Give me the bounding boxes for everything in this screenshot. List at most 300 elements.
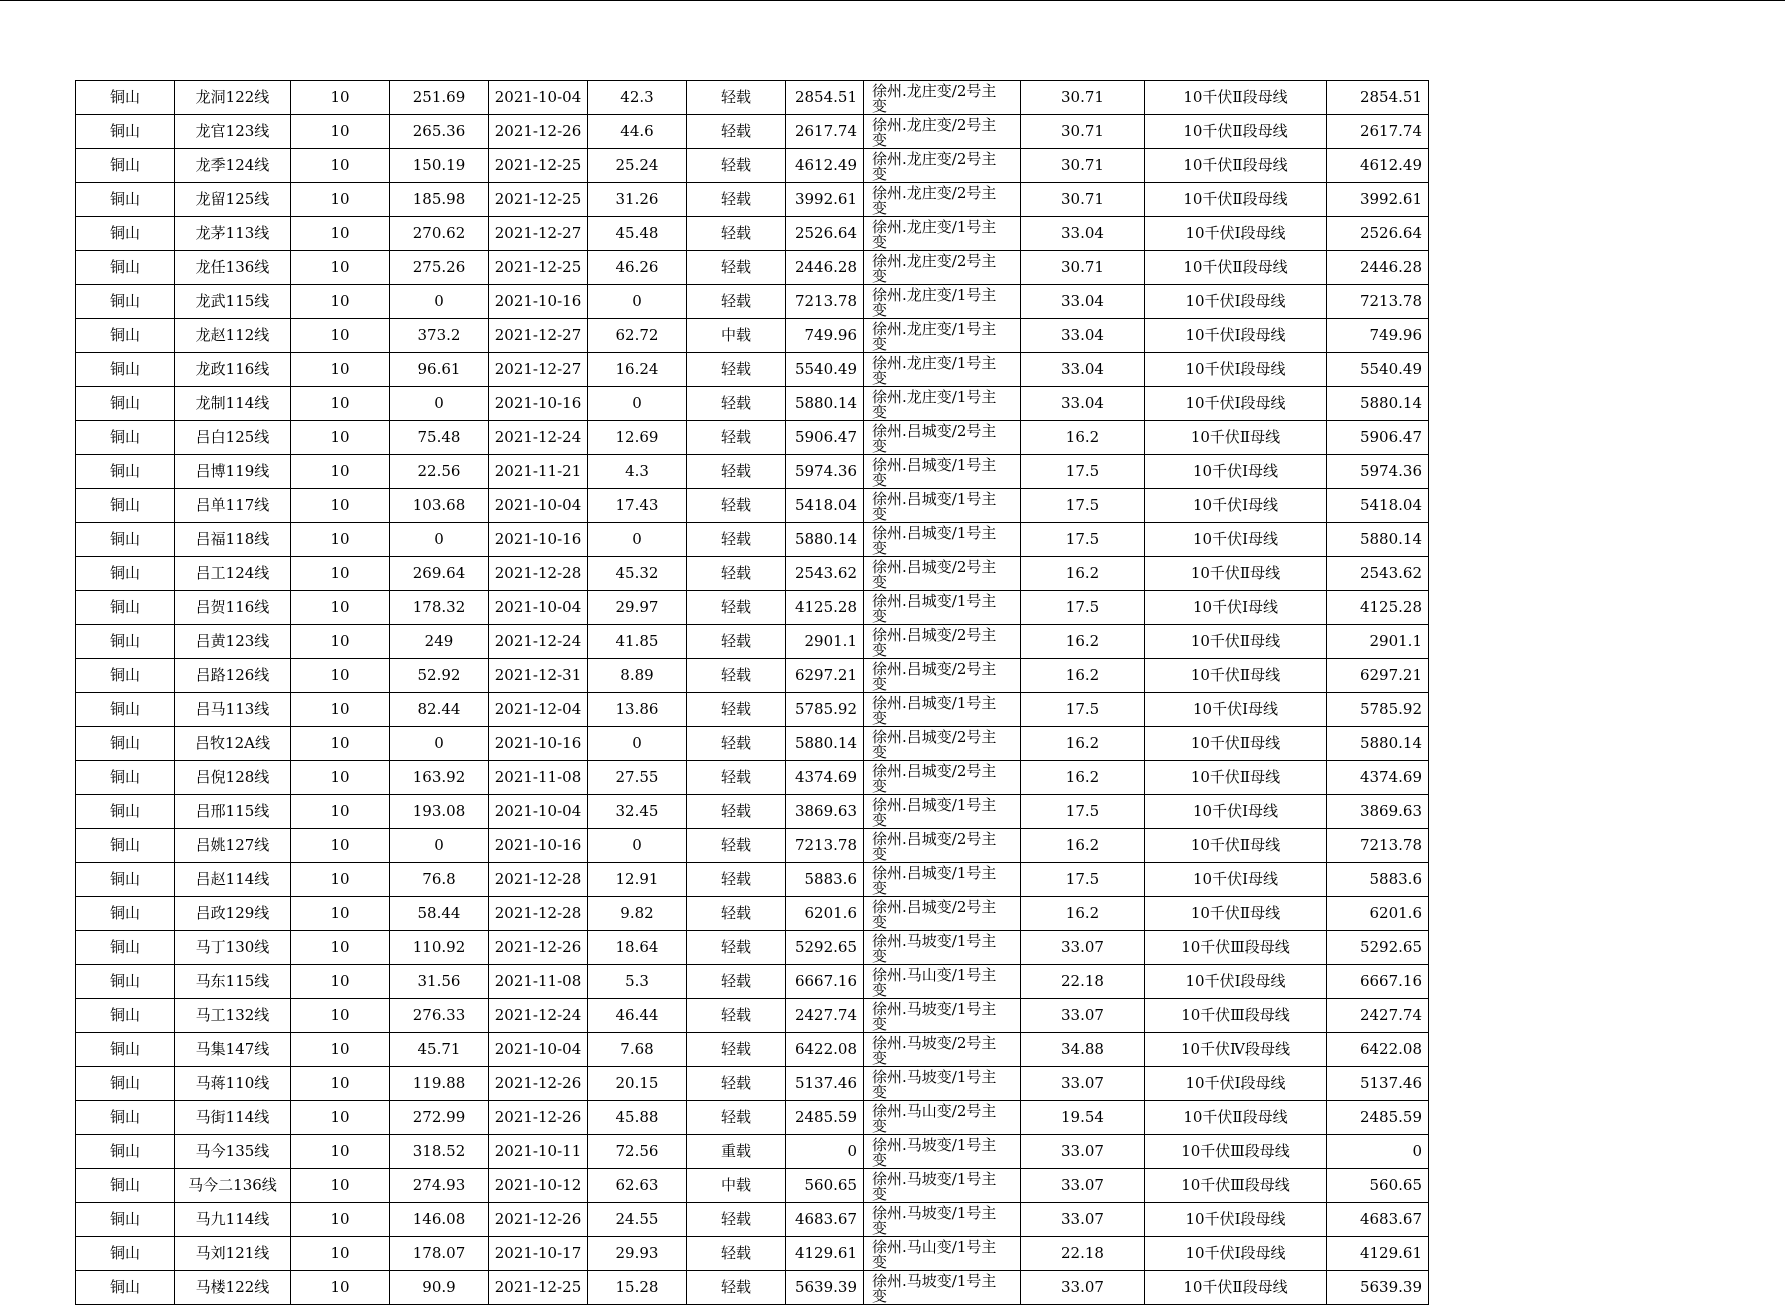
line-name-cell: 吕博119线 [175,455,291,489]
current-cell: 185.98 [390,183,489,217]
load-rate-cell: 29.93 [588,1237,687,1271]
available-capacity-cell: 5974.36 [1327,455,1429,489]
line-name-cell: 马今二136线 [175,1169,291,1203]
margin-cell: 6422.08 [786,1033,864,1067]
capacity-cell: 22.18 [1021,965,1145,999]
feeder-load-table [75,80,1429,1305]
date-cell: 2021-10-16 [489,387,588,421]
busbar-cell: 10千伏Ⅰ段母线 [1145,319,1327,353]
date-cell: 2021-12-25 [489,149,588,183]
load-level-cell: 轻载 [687,931,786,965]
load-level-cell: 轻载 [687,285,786,319]
capacity-cell: 17.5 [1021,523,1145,557]
capacity-cell: 33.04 [1021,217,1145,251]
load-rate-cell: 45.48 [588,217,687,251]
district-cell: 铜山 [76,1067,175,1101]
district-cell: 铜山 [76,1101,175,1135]
current-cell: 22.56 [390,455,489,489]
voltage-cell: 10 [291,795,390,829]
load-level-cell: 轻载 [687,421,786,455]
capacity-cell: 16.2 [1021,727,1145,761]
capacity-cell: 33.07 [1021,999,1145,1033]
available-capacity-cell: 2854.51 [1327,81,1429,115]
current-cell: 0 [390,727,489,761]
line-name-cell: 吕贺116线 [175,591,291,625]
load-level-cell: 轻载 [687,183,786,217]
busbar-cell: 10千伏Ⅰ母线 [1145,795,1327,829]
line-name-cell: 马东115线 [175,965,291,999]
available-capacity-cell: 5880.14 [1327,523,1429,557]
date-cell: 2021-10-16 [489,829,588,863]
table-row [76,353,1429,387]
voltage-cell: 10 [291,183,390,217]
line-name-cell: 马集147线 [175,1033,291,1067]
current-cell: 251.69 [390,81,489,115]
district-cell: 铜山 [76,761,175,795]
transformer-cell: 徐州.马坡变/1号主 变 [864,1169,1021,1203]
load-rate-cell: 62.72 [588,319,687,353]
table-row [76,863,1429,897]
date-cell: 2021-10-04 [489,795,588,829]
load-rate-cell: 18.64 [588,931,687,965]
date-cell: 2021-12-25 [489,251,588,285]
load-level-cell: 轻载 [687,455,786,489]
line-name-cell: 吕牧12A线 [175,727,291,761]
busbar-cell: 10千伏Ⅰ段母线 [1145,285,1327,319]
margin-cell: 5292.65 [786,931,864,965]
available-capacity-cell: 4683.67 [1327,1203,1429,1237]
margin-cell: 5974.36 [786,455,864,489]
table-row [76,965,1429,999]
line-name-cell: 吕倪128线 [175,761,291,795]
margin-cell: 5906.47 [786,421,864,455]
current-cell: 52.92 [390,659,489,693]
load-level-cell: 轻载 [687,489,786,523]
load-rate-cell: 9.82 [588,897,687,931]
available-capacity-cell: 6422.08 [1327,1033,1429,1067]
district-cell: 铜山 [76,659,175,693]
district-cell: 铜山 [76,829,175,863]
load-rate-cell: 29.97 [588,591,687,625]
date-cell: 2021-10-17 [489,1237,588,1271]
date-cell: 2021-12-26 [489,115,588,149]
current-cell: 178.07 [390,1237,489,1271]
line-name-cell: 龙季124线 [175,149,291,183]
load-level-cell: 轻载 [687,149,786,183]
load-level-cell: 轻载 [687,115,786,149]
capacity-cell: 30.71 [1021,115,1145,149]
table-row [76,727,1429,761]
line-name-cell: 吕白125线 [175,421,291,455]
table-row [76,285,1429,319]
voltage-cell: 10 [291,999,390,1033]
load-level-cell: 轻载 [687,999,786,1033]
current-cell: 249 [390,625,489,659]
available-capacity-cell: 2446.28 [1327,251,1429,285]
available-capacity-cell: 7213.78 [1327,285,1429,319]
voltage-cell: 10 [291,965,390,999]
current-cell: 96.61 [390,353,489,387]
current-cell: 318.52 [390,1135,489,1169]
line-name-cell: 吕政129线 [175,897,291,931]
date-cell: 2021-12-26 [489,1203,588,1237]
load-level-cell: 轻载 [687,1033,786,1067]
voltage-cell: 10 [291,1169,390,1203]
transformer-cell: 徐州.吕城变/1号主 变 [864,591,1021,625]
line-name-cell: 马蒋110线 [175,1067,291,1101]
district-cell: 铜山 [76,1203,175,1237]
current-cell: 0 [390,523,489,557]
line-name-cell: 马楼122线 [175,1271,291,1305]
line-name-cell: 吕姚127线 [175,829,291,863]
available-capacity-cell: 5418.04 [1327,489,1429,523]
district-cell: 铜山 [76,557,175,591]
voltage-cell: 10 [291,353,390,387]
line-name-cell: 马九114线 [175,1203,291,1237]
table-row [76,251,1429,285]
table-row [76,421,1429,455]
transformer-cell: 徐州.吕城变/1号主 变 [864,455,1021,489]
current-cell: 265.36 [390,115,489,149]
date-cell: 2021-12-25 [489,1271,588,1305]
load-rate-cell: 45.32 [588,557,687,591]
table-row [76,1271,1429,1305]
capacity-cell: 33.07 [1021,1067,1145,1101]
load-rate-cell: 15.28 [588,1271,687,1305]
capacity-cell: 33.07 [1021,1135,1145,1169]
load-level-cell: 轻载 [687,217,786,251]
transformer-cell: 徐州.龙庄变/1号主 变 [864,285,1021,319]
date-cell: 2021-12-31 [489,659,588,693]
voltage-cell: 10 [291,387,390,421]
available-capacity-cell: 5639.39 [1327,1271,1429,1305]
capacity-cell: 34.88 [1021,1033,1145,1067]
district-cell: 铜山 [76,81,175,115]
line-name-cell: 龙任136线 [175,251,291,285]
voltage-cell: 10 [291,1067,390,1101]
transformer-cell: 徐州.马山变/1号主 变 [864,1237,1021,1271]
busbar-cell: 10千伏Ⅲ段母线 [1145,1135,1327,1169]
margin-cell: 5418.04 [786,489,864,523]
load-level-cell: 中载 [687,319,786,353]
margin-cell: 5880.14 [786,387,864,421]
transformer-cell: 徐州.马坡变/1号主 变 [864,1271,1021,1305]
busbar-cell: 10千伏Ⅱ段母线 [1145,81,1327,115]
margin-cell: 4374.69 [786,761,864,795]
load-level-cell: 轻载 [687,897,786,931]
district-cell: 铜山 [76,251,175,285]
current-cell: 45.71 [390,1033,489,1067]
date-cell: 2021-12-24 [489,421,588,455]
load-level-cell: 轻载 [687,625,786,659]
line-name-cell: 吕邢115线 [175,795,291,829]
district-cell: 铜山 [76,115,175,149]
district-cell: 铜山 [76,591,175,625]
voltage-cell: 10 [291,251,390,285]
load-rate-cell: 7.68 [588,1033,687,1067]
line-name-cell: 马今135线 [175,1135,291,1169]
available-capacity-cell: 5880.14 [1327,387,1429,421]
load-rate-cell: 42.3 [588,81,687,115]
transformer-cell: 徐州.龙庄变/1号主 变 [864,319,1021,353]
available-capacity-cell: 2526.64 [1327,217,1429,251]
available-capacity-cell: 6201.6 [1327,897,1429,931]
capacity-cell: 16.2 [1021,557,1145,591]
voltage-cell: 10 [291,489,390,523]
load-level-cell: 轻载 [687,1067,786,1101]
margin-cell: 4125.28 [786,591,864,625]
district-cell: 铜山 [76,1169,175,1203]
date-cell: 2021-10-12 [489,1169,588,1203]
available-capacity-cell: 4612.49 [1327,149,1429,183]
transformer-cell: 徐州.马坡变/1号主 变 [864,1203,1021,1237]
load-rate-cell: 45.88 [588,1101,687,1135]
margin-cell: 749.96 [786,319,864,353]
available-capacity-cell: 6667.16 [1327,965,1429,999]
district-cell: 铜山 [76,625,175,659]
capacity-cell: 16.2 [1021,829,1145,863]
date-cell: 2021-10-16 [489,727,588,761]
current-cell: 0 [390,387,489,421]
busbar-cell: 10千伏Ⅰ母线 [1145,693,1327,727]
busbar-cell: 10千伏Ⅱ母线 [1145,557,1327,591]
margin-cell: 5639.39 [786,1271,864,1305]
date-cell: 2021-12-27 [489,217,588,251]
transformer-cell: 徐州.吕城变/1号主 变 [864,693,1021,727]
load-rate-cell: 32.45 [588,795,687,829]
load-rate-cell: 31.26 [588,183,687,217]
page-top-rule [0,0,1785,1]
table-row [76,557,1429,591]
district-cell: 铜山 [76,149,175,183]
transformer-cell: 徐州.吕城变/1号主 变 [864,795,1021,829]
voltage-cell: 10 [291,1135,390,1169]
load-level-cell: 轻载 [687,761,786,795]
district-cell: 铜山 [76,1135,175,1169]
current-cell: 90.9 [390,1271,489,1305]
margin-cell: 2446.28 [786,251,864,285]
table-row [76,795,1429,829]
voltage-cell: 10 [291,829,390,863]
transformer-cell: 徐州.龙庄变/2号主 变 [864,81,1021,115]
table-row [76,149,1429,183]
margin-cell: 6667.16 [786,965,864,999]
busbar-cell: 10千伏Ⅱ段母线 [1145,251,1327,285]
capacity-cell: 33.07 [1021,1169,1145,1203]
load-rate-cell: 0 [588,523,687,557]
current-cell: 0 [390,829,489,863]
capacity-cell: 22.18 [1021,1237,1145,1271]
transformer-cell: 徐州.马坡变/2号主 变 [864,1033,1021,1067]
capacity-cell: 33.07 [1021,1271,1145,1305]
current-cell: 373.2 [390,319,489,353]
district-cell: 铜山 [76,285,175,319]
capacity-cell: 17.5 [1021,863,1145,897]
transformer-cell: 徐州.龙庄变/1号主 变 [864,217,1021,251]
table-row [76,217,1429,251]
table-body [76,81,1429,1305]
capacity-cell: 17.5 [1021,591,1145,625]
transformer-cell: 徐州.吕城变/1号主 变 [864,489,1021,523]
current-cell: 119.88 [390,1067,489,1101]
table-row [76,625,1429,659]
table-row [76,931,1429,965]
transformer-cell: 徐州.马坡变/1号主 变 [864,999,1021,1033]
capacity-cell: 33.04 [1021,387,1145,421]
line-name-cell: 龙留125线 [175,183,291,217]
district-cell: 铜山 [76,183,175,217]
voltage-cell: 10 [291,1271,390,1305]
available-capacity-cell: 4125.28 [1327,591,1429,625]
available-capacity-cell: 5883.6 [1327,863,1429,897]
margin-cell: 7213.78 [786,285,864,319]
load-level-cell: 轻载 [687,591,786,625]
available-capacity-cell: 2485.59 [1327,1101,1429,1135]
line-name-cell: 吕单117线 [175,489,291,523]
available-capacity-cell: 5292.65 [1327,931,1429,965]
load-level-cell: 轻载 [687,829,786,863]
load-rate-cell: 12.91 [588,863,687,897]
current-cell: 270.62 [390,217,489,251]
load-rate-cell: 0 [588,285,687,319]
load-level-cell: 轻载 [687,251,786,285]
current-cell: 146.08 [390,1203,489,1237]
available-capacity-cell: 2543.62 [1327,557,1429,591]
capacity-cell: 33.07 [1021,931,1145,965]
transformer-cell: 徐州.吕城变/2号主 变 [864,625,1021,659]
load-level-cell: 重载 [687,1135,786,1169]
available-capacity-cell: 3992.61 [1327,183,1429,217]
district-cell: 铜山 [76,999,175,1033]
line-name-cell: 吕黄123线 [175,625,291,659]
district-cell: 铜山 [76,1271,175,1305]
voltage-cell: 10 [291,863,390,897]
load-level-cell: 轻载 [687,353,786,387]
available-capacity-cell: 2617.74 [1327,115,1429,149]
available-capacity-cell: 0 [1327,1135,1429,1169]
line-name-cell: 龙官123线 [175,115,291,149]
voltage-cell: 10 [291,1101,390,1135]
busbar-cell: 10千伏Ⅰ母线 [1145,489,1327,523]
district-cell: 铜山 [76,863,175,897]
voltage-cell: 10 [291,693,390,727]
table-row [76,659,1429,693]
table-row [76,1237,1429,1271]
margin-cell: 7213.78 [786,829,864,863]
line-name-cell: 龙制114线 [175,387,291,421]
date-cell: 2021-12-27 [489,319,588,353]
available-capacity-cell: 4129.61 [1327,1237,1429,1271]
load-rate-cell: 16.24 [588,353,687,387]
date-cell: 2021-12-26 [489,1067,588,1101]
load-rate-cell: 0 [588,829,687,863]
busbar-cell: 10千伏Ⅲ段母线 [1145,1169,1327,1203]
voltage-cell: 10 [291,557,390,591]
date-cell: 2021-12-04 [489,693,588,727]
transformer-cell: 徐州.吕城变/2号主 变 [864,557,1021,591]
table-row [76,897,1429,931]
busbar-cell: 10千伏Ⅰ段母线 [1145,217,1327,251]
capacity-cell: 17.5 [1021,795,1145,829]
line-name-cell: 龙洞122线 [175,81,291,115]
margin-cell: 5785.92 [786,693,864,727]
district-cell: 铜山 [76,1237,175,1271]
table-row [76,1135,1429,1169]
load-level-cell: 轻载 [687,693,786,727]
busbar-cell: 10千伏Ⅰ段母线 [1145,1203,1327,1237]
busbar-cell: 10千伏Ⅰ段母线 [1145,1067,1327,1101]
date-cell: 2021-12-28 [489,863,588,897]
margin-cell: 3992.61 [786,183,864,217]
district-cell: 铜山 [76,523,175,557]
load-rate-cell: 17.43 [588,489,687,523]
district-cell: 铜山 [76,693,175,727]
load-level-cell: 轻载 [687,795,786,829]
district-cell: 铜山 [76,489,175,523]
load-rate-cell: 46.26 [588,251,687,285]
busbar-cell: 10千伏Ⅱ母线 [1145,659,1327,693]
district-cell: 铜山 [76,387,175,421]
capacity-cell: 16.2 [1021,421,1145,455]
district-cell: 铜山 [76,217,175,251]
current-cell: 76.8 [390,863,489,897]
current-cell: 269.64 [390,557,489,591]
margin-cell: 2427.74 [786,999,864,1033]
capacity-cell: 30.71 [1021,183,1145,217]
transformer-cell: 徐州.吕城变/1号主 变 [864,863,1021,897]
date-cell: 2021-12-26 [489,931,588,965]
margin-cell: 2543.62 [786,557,864,591]
voltage-cell: 10 [291,897,390,931]
transformer-cell: 徐州.马坡变/1号主 变 [864,1067,1021,1101]
transformer-cell: 徐州.吕城变/2号主 变 [864,829,1021,863]
transformer-cell: 徐州.马坡变/1号主 变 [864,1135,1021,1169]
capacity-cell: 30.71 [1021,251,1145,285]
busbar-cell: 10千伏Ⅱ母线 [1145,897,1327,931]
line-name-cell: 龙政116线 [175,353,291,387]
margin-cell: 560.65 [786,1169,864,1203]
load-rate-cell: 4.3 [588,455,687,489]
capacity-cell: 17.5 [1021,489,1145,523]
load-level-cell: 轻载 [687,523,786,557]
date-cell: 2021-12-27 [489,353,588,387]
current-cell: 178.32 [390,591,489,625]
busbar-cell: 10千伏Ⅰ段母线 [1145,353,1327,387]
voltage-cell: 10 [291,659,390,693]
line-name-cell: 吕路126线 [175,659,291,693]
margin-cell: 4683.67 [786,1203,864,1237]
busbar-cell: 10千伏Ⅳ段母线 [1145,1033,1327,1067]
table-row [76,999,1429,1033]
margin-cell: 5883.6 [786,863,864,897]
available-capacity-cell: 4374.69 [1327,761,1429,795]
load-rate-cell: 46.44 [588,999,687,1033]
load-level-cell: 轻载 [687,1271,786,1305]
transformer-cell: 徐州.龙庄变/2号主 变 [864,149,1021,183]
margin-cell: 5540.49 [786,353,864,387]
table-row [76,591,1429,625]
available-capacity-cell: 2427.74 [1327,999,1429,1033]
capacity-cell: 33.04 [1021,285,1145,319]
capacity-cell: 16.2 [1021,625,1145,659]
margin-cell: 2854.51 [786,81,864,115]
busbar-cell: 10千伏Ⅲ段母线 [1145,999,1327,1033]
busbar-cell: 10千伏Ⅱ母线 [1145,761,1327,795]
transformer-cell: 徐州.马山变/2号主 变 [864,1101,1021,1135]
capacity-cell: 17.5 [1021,693,1145,727]
table-row [76,489,1429,523]
voltage-cell: 10 [291,931,390,965]
